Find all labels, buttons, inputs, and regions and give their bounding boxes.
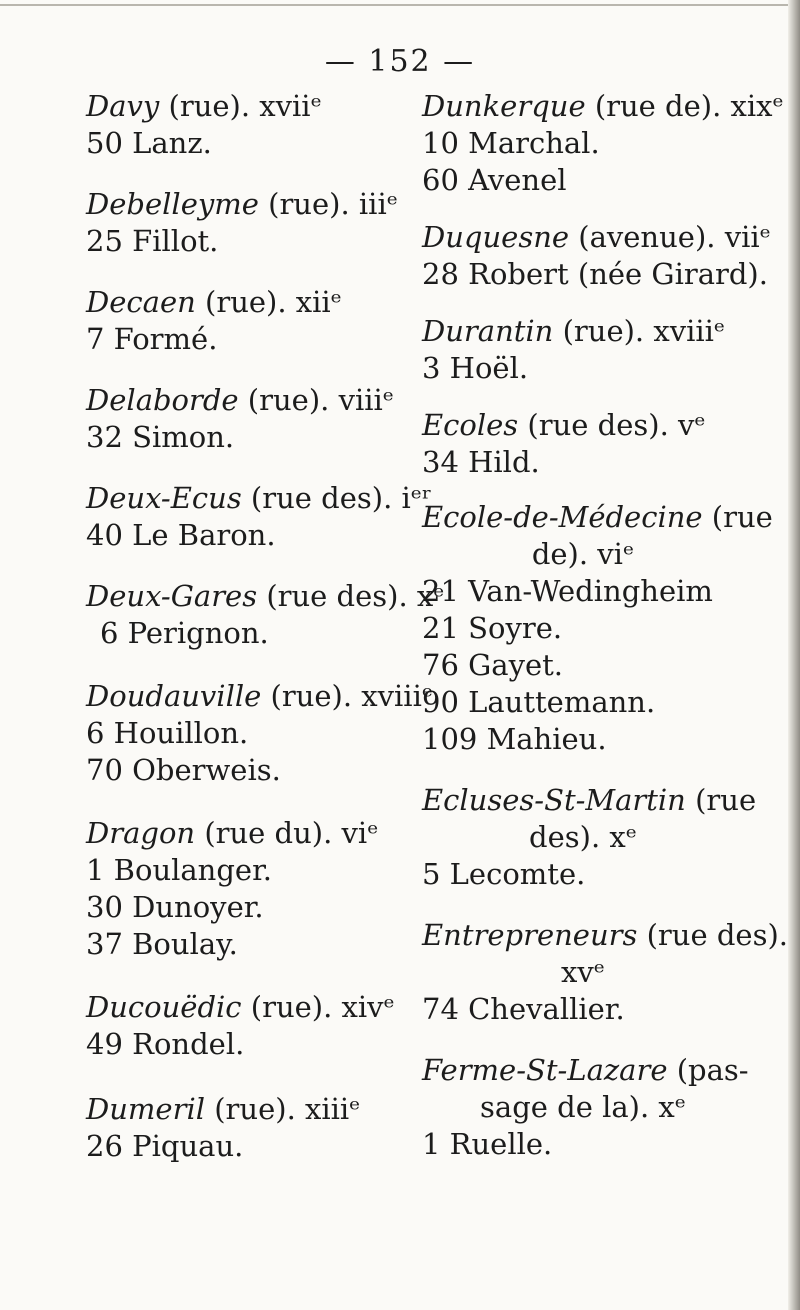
street-heading (86, 578, 445, 615)
resident-line: 50 Lanz. (86, 126, 212, 160)
street-heading-continuation: sage de la). xᵉ (480, 1090, 686, 1124)
street-heading (422, 499, 784, 573)
street-entry (86, 1091, 416, 1165)
resident-line: 10 Marchal. (422, 126, 600, 160)
street-heading (422, 782, 784, 856)
street-heading (422, 88, 784, 125)
resident-line: 26 Piquau. (86, 1129, 244, 1163)
resident-line: 6 Perignon. (100, 616, 269, 650)
street-entry (86, 382, 416, 456)
street-type-arrondissement: (rue (702, 500, 773, 534)
street-type-arrondissement: (rue). xviiiᵉ (553, 314, 726, 348)
street-type-arrondissement: (rue du). viᵉ (195, 816, 379, 850)
street-name: Entrepreneurs (422, 918, 638, 952)
street-entry (86, 989, 416, 1063)
street-heading (86, 1091, 416, 1128)
street-name: Decaen (86, 285, 196, 319)
street-entry (422, 1052, 784, 1163)
street-heading (86, 989, 416, 1026)
street-name: Davy (86, 89, 160, 123)
street-name: Doudauville (86, 679, 262, 713)
street-heading-continuation: des). xᵉ (529, 820, 637, 854)
street-entry (422, 499, 784, 758)
street-entry (86, 284, 416, 358)
street-type-arrondissement: (rue). xiiiᵉ (205, 1092, 361, 1126)
street-type-arrondissement: (rue). viiiᵉ (238, 383, 395, 417)
street-entry (422, 313, 784, 387)
street-type-arrondissement: (rue (685, 783, 757, 817)
street-entry (86, 578, 445, 652)
street-type-arrondissement: (rue des). vᵉ (518, 408, 706, 442)
resident-line: 1 Ruelle. (422, 1127, 553, 1161)
street-entry (422, 917, 788, 1028)
street-entry (422, 782, 784, 893)
top-rule (0, 4, 800, 6)
street-heading (86, 815, 416, 852)
street-type-arrondissement: (rue). xiiᵉ (195, 285, 342, 319)
resident-line: 6 Houillon. (86, 716, 249, 750)
street-heading (422, 407, 784, 444)
resident-line: 21 Van-Wedingheim (422, 574, 713, 608)
street-heading (422, 1052, 784, 1126)
resident-line: 37 Boulay. (86, 927, 238, 961)
street-name: Delaborde (86, 383, 239, 417)
resident-line: 1 Boulanger. (86, 853, 272, 887)
resident-line: 5 Lecomte. (422, 857, 586, 891)
street-entry (86, 480, 433, 554)
street-type-arrondissement: (rue des). xᵉ (257, 579, 445, 613)
resident-line: 32 Simon. (86, 420, 235, 454)
street-name: Deux-Ecus (86, 481, 242, 515)
street-type-arrondissement: (rue). xivᵉ (241, 990, 395, 1024)
street-entry (422, 407, 784, 481)
street-heading (86, 284, 416, 321)
resident-line: 30 Dunoyer. (86, 890, 264, 924)
street-type-arrondissement: (rue). xviiiᵉ (261, 679, 434, 713)
street-name: Dragon (86, 816, 196, 850)
resident-line: 28 Robert (née Girard). (422, 257, 768, 291)
resident-line: 60 Avenel (422, 163, 567, 197)
street-name: Debelleyme (86, 187, 259, 221)
street-heading (422, 313, 784, 350)
street-heading (86, 678, 434, 715)
left-column (86, 88, 445, 1165)
resident-line: 76 Gayet. (422, 648, 563, 682)
street-type-arrondissement: (rue). xviiᵉ (159, 89, 322, 123)
street-name: Ecluses-St-Martin (422, 783, 686, 817)
resident-line: 25 Fillot. (86, 224, 219, 258)
street-heading (422, 219, 784, 256)
street-entry (422, 219, 784, 293)
street-entry (86, 678, 434, 789)
page-number: — 152 — (324, 44, 476, 79)
page-edge-shadow (788, 0, 800, 1310)
street-heading (422, 917, 788, 991)
resident-line: 49 Rondel. (86, 1027, 245, 1061)
street-name: Dunkerque (422, 89, 586, 123)
street-heading (86, 186, 416, 223)
street-heading-continuation: xvᵉ (561, 955, 605, 989)
street-type-arrondissement: (rue des). iᵉʳ (241, 481, 433, 515)
street-name: Durantin (422, 314, 554, 348)
street-heading (86, 88, 416, 125)
resident-line: 3 Hoël. (422, 351, 529, 385)
street-name: Ferme-St-Lazare (422, 1053, 668, 1087)
resident-line: 109 Mahieu. (422, 722, 607, 756)
resident-line: 7 Formé. (86, 322, 218, 356)
street-type-arrondissement: (avenue). viiᵉ (569, 220, 771, 254)
street-heading-continuation: de). viᵉ (531, 537, 635, 571)
street-type-arrondissement: (rue de). xixᵉ (585, 89, 784, 123)
resident-line: 70 Oberweis. (86, 753, 281, 787)
street-entry (86, 815, 416, 963)
resident-line: 90 Lauttemann. (422, 685, 656, 719)
street-type-arrondissement: (rue des). (637, 918, 788, 952)
resident-line: 74 Chevallier. (422, 992, 625, 1026)
resident-line: 40 Le Baron. (86, 518, 276, 552)
street-name: Deux-Gares (86, 579, 258, 613)
street-type-arrondissement: (rue). iiiᵉ (258, 187, 398, 221)
street-name: Dumeril (86, 1092, 206, 1126)
street-heading (86, 382, 416, 419)
street-name: Duquesne (422, 220, 570, 254)
resident-line: 34 Hild. (422, 445, 540, 479)
resident-line: 21 Soyre. (422, 611, 563, 645)
street-name: Ducouëdic (86, 990, 242, 1024)
right-column (422, 88, 788, 1163)
street-heading (86, 480, 433, 517)
street-name: Ecoles (422, 408, 519, 442)
street-name: Ecole-de-Médecine (422, 500, 703, 534)
street-entry (422, 88, 784, 199)
street-entry (86, 186, 416, 260)
street-type-arrondissement: (pas- (667, 1053, 749, 1087)
street-entry (86, 88, 416, 162)
